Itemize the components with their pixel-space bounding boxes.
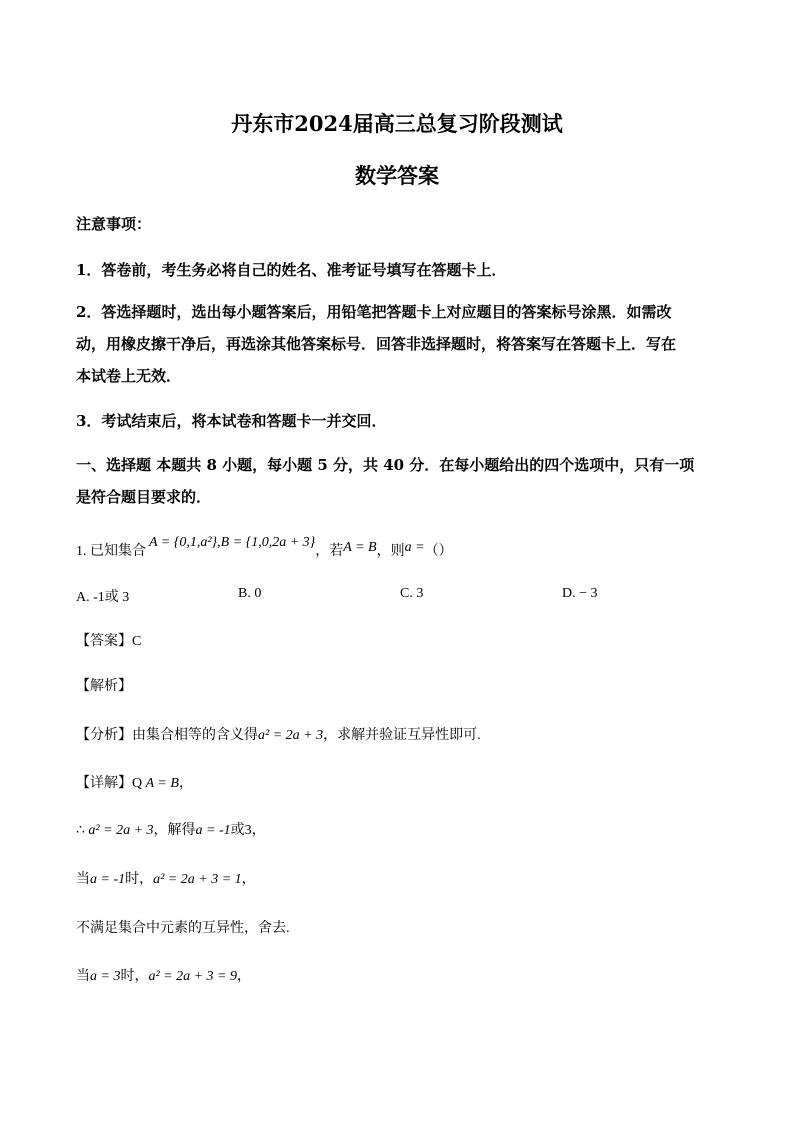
step-2-condition: a = -1 [90,872,126,887]
set-a-expression: A = {0,1,a²} [149,535,218,550]
step-1-result-2: 3 [244,823,252,838]
step-3-line: 不满足集合中元素的互异性，舍去. [76,921,290,936]
step-1-result: a = -1 [195,823,231,838]
step-1-equation: a² = 2a + 3 [88,823,154,838]
step-2-equation: a² = 2a + 3 = 1 [153,872,242,887]
set-separator: , [217,535,221,550]
step-1-connector: ，解得 [153,823,196,838]
fenxi-line [76,724,726,744]
step-4-prefix: 当 [76,969,90,984]
analysis-label: 【解析】 [76,679,132,694]
answer-line: 【答案】C [76,634,142,649]
notice-item-2-line-3: 本试卷上无效． [76,367,182,385]
question-1-suffix: （） [424,544,453,559]
xiangjie-label: 【详解】Q [76,776,146,791]
step-2-line [76,868,726,888]
page-subtitle: 数学答案 [355,163,439,188]
notice-heading: 注意事项： [76,215,152,233]
page-title: 丹东市2024届高三总复习阶段测试 [231,111,563,136]
question-1-connector: ，若 [315,544,344,559]
option-c: C. 3 [400,586,424,601]
question-1 [76,535,726,560]
step-4-equation: a² = 2a + 3 = 9 [148,969,237,984]
notice-item-2-line-1: 2．答选择题时，选出每小题答案后，用铅笔把答题卡上对应题目的答案标号涂黑．如需改 [76,303,672,321]
option-b: B. 0 [238,586,262,601]
notice-item-3: 3．考试结束后，将本试卷和答题卡一并交回． [76,412,387,430]
step-2-end: ， [241,872,256,887]
step-4-connector: 时， [120,969,149,984]
xiangjie-line [76,772,726,792]
section-heading-line-2: 是符合题目要求的． [76,488,212,506]
xiangjie-equation: A = B [145,776,179,791]
notice-item-2-line-2: 动，用橡皮擦干净后，再选涂其他答案标号．回答非选择题时，将答案写在答题卡上．写在 [76,335,677,353]
fenxi-rest: ，求解并验证互异性即可. [323,728,481,743]
step-1-line [76,819,726,839]
option-a: A. -1或 3 [76,590,130,605]
section-heading-line-1: 一、选择题 本题共 8 小题，每小题 5 分，共 40 分．在每小题给出的四个选项中，只有一项 [76,456,695,474]
therefore-symbol: ∴ [76,823,89,838]
fenxi-label: 【分析】由集合相等的含义得 [76,728,258,743]
step-2-connector: 时， [125,872,154,887]
question-1-prefix: 1. 已知集合 [76,544,146,559]
step-1-end: ， [251,823,266,838]
xiangjie-rest: ， [178,776,193,791]
question-1-connector-2: ，则 [376,544,405,559]
fenxi-equation: a² = 2a + 3 [258,728,324,743]
step-4-condition: a = 3 [90,969,121,984]
step-4-end: ， [237,969,251,984]
step-1-or: 或 [230,823,245,838]
step-4-line [76,965,726,985]
set-b-expression: B = {1,0,2a + 3} [220,535,316,550]
option-d: D. − 3 [562,586,598,601]
notice-item-1: 1．答卷前，考生务必将自己的姓名、准考证号填写在答题卡上． [76,261,507,279]
condition-expression: A = B [343,540,377,555]
step-2-prefix: 当 [76,872,90,887]
unknown-expression: a = [404,540,425,555]
